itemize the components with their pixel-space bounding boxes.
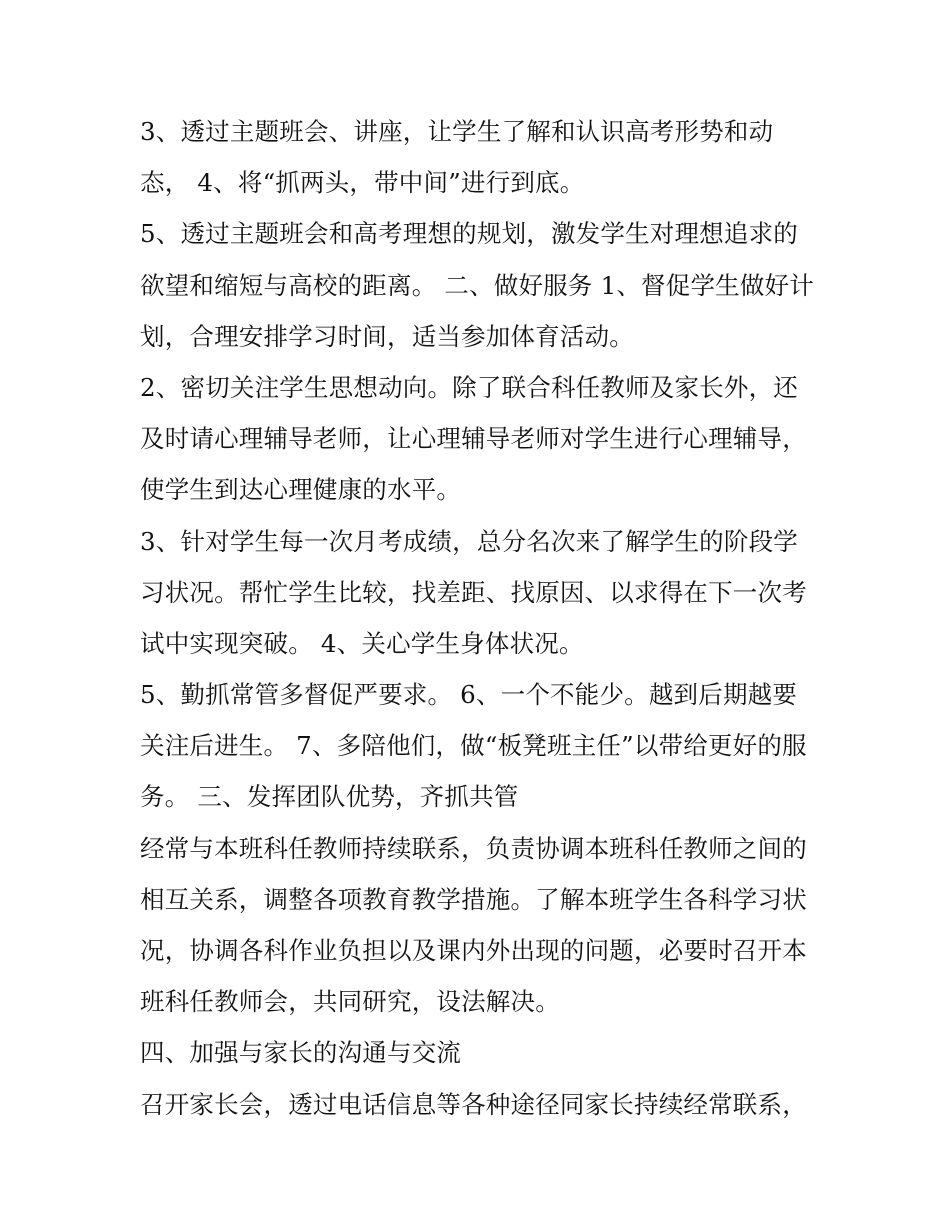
text-line: 经常与本班科任教师持续联系，负责协调本班科任教师之间的	[140, 833, 807, 863]
text-line: 班科任教师会，共同研究，设法解决。	[140, 987, 560, 1017]
text-line: 试中实现突破。 4、关心学生身体状况。	[140, 628, 584, 658]
text-line: 3、透过主题班会、讲座，让学生了解和认识高考形势和动	[140, 117, 774, 146]
text-line: 态， 4、将“抓两头，带中间”进行到底。	[140, 168, 585, 198]
text-line: 况，协调各科作业负担以及课内外出现的问题，必要时召开本	[140, 936, 807, 965]
text-line: 3、针对学生每一次月考成绩，总分名次来了解学生的阶段学	[140, 526, 798, 556]
document-body	[140, 106, 830, 1130]
text-line: 召开家长会，透过电话信息等各种途径同家长持续经常联系，	[140, 1089, 807, 1119]
text-line: 5、勤抓常管多督促严要求。 6、一个不能少。越到后期越要	[140, 680, 798, 710]
text-line: 5、透过主题班会和高考理想的规划，激发学生对理想追求的	[140, 219, 798, 249]
text-line: 2、密切关注学生思想动向。除了联合科任教师及家长外，还	[140, 372, 798, 402]
text-line: 相互关系，调整各项教育教学措施。了解本班学生各科学习状	[140, 884, 807, 914]
text-line: 使学生到达心理健康的水平。	[140, 475, 462, 505]
text-line: 欲望和缩短与高校的距离。 二、做好服务 1、督促学生做好计	[140, 270, 814, 300]
text-line: 关注后进生。 7、多陪他们，做“板凳班主任”以带给更好的服	[140, 731, 807, 761]
text-line: 划，合理安排学习时间，适当参加体育活动。	[140, 321, 634, 351]
text-line: 务。 三、发挥团队优势，齐抓共管	[140, 782, 519, 812]
text-line: 习状况。帮忙学生比较，找差距、找原因、以求得在下一次考	[140, 577, 807, 607]
text-line: 四、加强与家长的沟通与交流	[140, 1038, 462, 1068]
text-line: 及时请心理辅导老师，让心理辅导老师对学生进行心理辅导，	[140, 424, 807, 454]
